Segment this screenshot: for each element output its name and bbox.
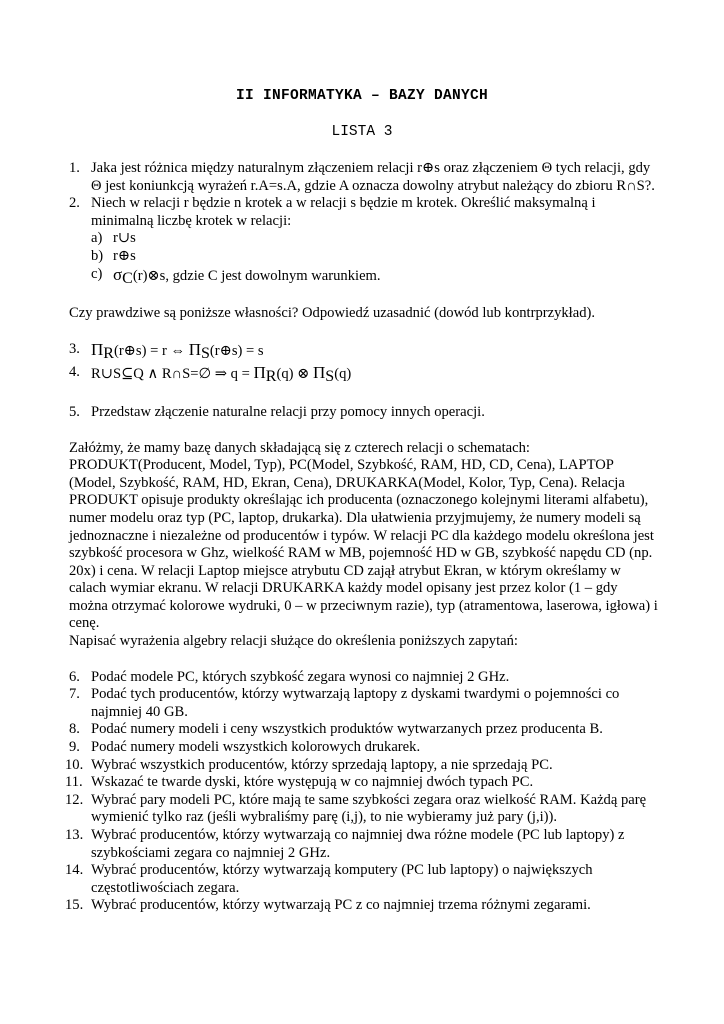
query-item <box>65 791 659 827</box>
projection-subscript: S <box>325 368 335 386</box>
task-number: 7. <box>69 686 80 703</box>
database-description: Załóżmy, że mamy bazę danych składającą się z czterech relacji o schematach: PRODUKT(Producent, Model, Typ), PC(Model, Szybkość, RAM, HD, CD, Cena), LAPTOP (Model, Szybkość, RAM, HD, Ekran, Cena), DRUKARKA(Model, Kolor, Typ, Cena). Relacja PRODUKT opisuje produkty określając ich producenta (oznaczonego kolejnymi literami alfabetu), numer modelu oraz typ (PC, laptop, drukarka). Dla ułatwienia przyjmujemy, że numery modeli są jednoznaczne i niezależne od producentów i typów. W relacji PC dla każdego modelu określona jest szybkość procesora w Ghz, wielkość RAM w MB, pojemność HD w GB, szybkość napędu CD (np. 20x) i cena. W relacji Laptop miejsce atrybutu CD zajął atrybut Ekran, w którym określamy w calach wymiar ekranu. W relacji DRUKARKA każdy model opisany jest przez kolor (1 – gdy można otrzymać kolorowe wydruki, 0 – w przeciwnym razie), typ (atramentowa, laserowa, igłowa) i cenę. <box>69 439 658 632</box>
formula-part: (q) <box>334 366 352 383</box>
projection-symbol: Π <box>253 363 266 383</box>
task-number: 4. <box>69 364 80 381</box>
query-item <box>69 669 659 687</box>
projection-subscript: R <box>103 344 114 362</box>
task-item <box>69 404 659 422</box>
projection-subscript: S <box>201 344 210 362</box>
query-item <box>69 739 659 757</box>
instruction-text: Napisać wyrażenia algebry relacji służące do określenia poniższych zapytań: <box>69 633 518 650</box>
formula-part: (q) ⊗ <box>276 366 314 383</box>
task-text: Podać tych producentów, którzy wytwarzają laptopy z dyskami twardymi o pojemności co najmniej 40 GB. <box>91 686 620 720</box>
query-item <box>69 721 659 739</box>
subtask-label: b) <box>91 247 104 264</box>
subtask-item <box>69 248 659 266</box>
task-text: Podać modele PC, których szybkość zegara wynosi co najmniej 2 GHz. <box>91 668 510 685</box>
query-item <box>65 827 659 862</box>
task-number: 12. <box>65 791 84 808</box>
document-body <box>65 160 659 915</box>
task-number: 2. <box>69 195 80 212</box>
task-text: Wybrać pary modeli PC, które mają te same szybkości zegara oraz wielkość RAM. Każdą parę wymienić tylko raz (jeśli wybraliśmy parę (i,j), to nie wybieramy już pary (j,i)). <box>91 791 647 826</box>
task-text: Wybrać wszystkich producentów, którzy sprzedają laptopy, a nie sprzedają PC. <box>91 756 553 773</box>
task-text: Wskazać te twarde dyski, które występują w co najmniej dwóch typach PC. <box>91 774 534 791</box>
page-title: II INFORMATYKA – BAZY DANYCH <box>235 88 489 104</box>
task-number: 3. <box>69 340 80 357</box>
subtask-label: c) <box>91 265 103 282</box>
projection-symbol: Π <box>313 363 326 383</box>
projection-symbol: Π <box>188 339 201 359</box>
task-text: Przedstaw złączenie naturalne relacji przy pomocy innych operacji. <box>91 403 485 420</box>
task-item <box>69 195 659 230</box>
formula-part: (r⊕s) = s <box>209 342 264 359</box>
subtask-text: r∪s <box>113 230 136 247</box>
question-text: Czy prawdziwe są poniższe własności? Odpowiedź uzasadnić (dowód lub kontrprzykład). <box>69 305 596 322</box>
task-text: Niech w relacji r będzie n krotek a w relacji s będzie m krotek. Określić maksymalną i minimalną liczbę krotek w relacji: <box>91 195 596 229</box>
task-number: 5. <box>69 403 80 420</box>
subtask-item <box>69 266 659 288</box>
task-item <box>69 364 659 386</box>
query-item <box>65 774 659 792</box>
query-item <box>65 756 659 775</box>
formula-part: (r⊕s) = r ⇔ <box>113 342 189 359</box>
subtask-label: a) <box>91 230 103 247</box>
page-subtitle: LISTA 3 <box>331 124 393 140</box>
subtask-text: (r)⊗s, gdzie C jest dowolnym warunkiem. <box>132 267 381 284</box>
task-number: 14. <box>65 862 84 879</box>
projection-subscript: R <box>265 368 277 386</box>
task-text: Podać numery modeli wszystkich kolorowych drukarek. <box>91 739 421 756</box>
subtask-text: r⊕s <box>113 247 136 264</box>
projection-symbol: Π <box>91 339 104 359</box>
task-number: 8. <box>69 721 80 738</box>
task-text: Wybrać producentów, którzy wytwarzają co najmniej dwa różne modele (PC lub laptopy) z szybkościami zegara co najmniej 2 GHz. <box>91 827 625 861</box>
task-number: 10. <box>65 756 84 773</box>
task-text: Wybrać producentów, którzy wytwarzają komputery (PC lub laptopy) o największych częstotliwościach zegara. <box>91 862 593 896</box>
task-number: 9. <box>69 739 80 756</box>
sigma-symbol: σ <box>113 264 123 284</box>
task-number: 11. <box>65 774 83 791</box>
task-text: Wybrać producentów, którzy wytwarzają PC z co najmniej trzema różnymi zegarami. <box>91 897 591 914</box>
task-number: 13. <box>65 827 84 843</box>
task-text: Jaka jest różnica między naturalnym złączeniem relacji r⊕s oraz złączeniem Θ tych relacji, gdy Θ jest koniunkcją wyrażeń r.A=s.A, gdzie A oznacza dowolny atrybut należący do zbioru R∩S?. <box>91 160 655 194</box>
formula-part: R∪S⊆Q ∧ R∩S=∅ ⇒ q = <box>91 366 254 383</box>
task-text: Podać numery modeli i ceny wszystkich produktów wytwarzanych przez producenta B. <box>91 721 603 738</box>
query-item <box>69 686 659 721</box>
subtask-item <box>69 230 659 248</box>
task-number: 1. <box>69 160 80 176</box>
query-item <box>65 862 659 897</box>
task-number: 15. <box>65 897 84 914</box>
query-item <box>65 897 659 915</box>
sigma-subscript: C <box>122 269 133 287</box>
task-number: 6. <box>69 668 80 685</box>
task-item <box>69 341 659 363</box>
task-item <box>69 160 659 195</box>
